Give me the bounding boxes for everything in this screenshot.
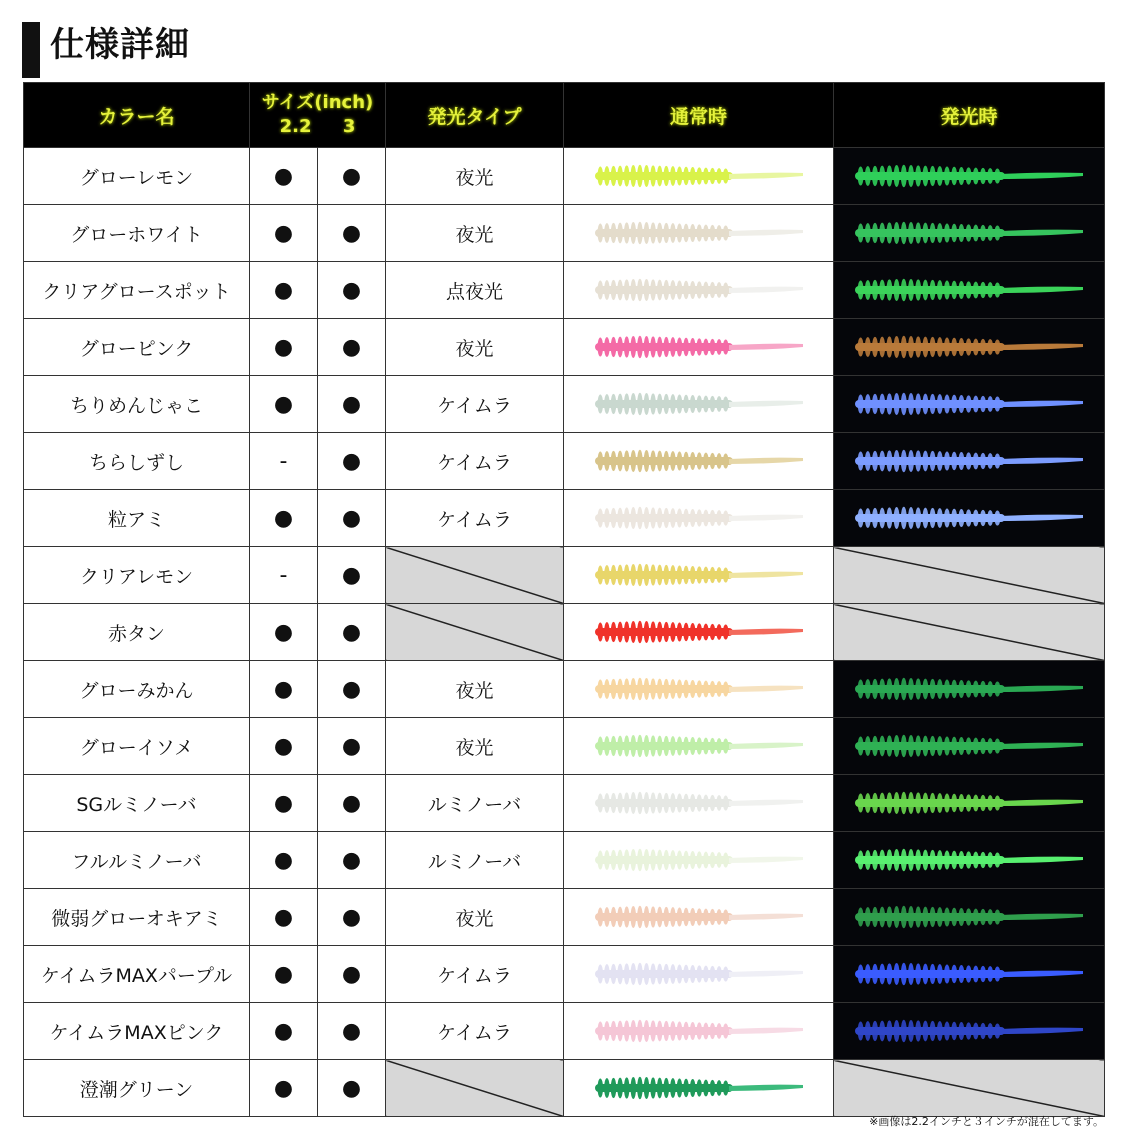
- size-2-2-cell: ●: [250, 604, 318, 661]
- size-2-2-cell: ●: [250, 946, 318, 1003]
- size-2-2-cell: ●: [250, 262, 318, 319]
- glow-type-cell: 夜光: [386, 718, 564, 775]
- normal-photo-cell: [564, 433, 834, 490]
- size-3-cell: ●: [318, 319, 386, 376]
- glowing-photo-cell: [834, 433, 1105, 490]
- normal-photo-cell: [564, 946, 834, 1003]
- normal-photo-cell: [564, 547, 834, 604]
- glowing-photo-na-cell: [834, 547, 1105, 604]
- worm-image: [589, 163, 809, 189]
- header-glow-type: 発光タイプ: [386, 83, 564, 148]
- worm-image: [589, 733, 809, 759]
- glowing-photo-cell: [834, 832, 1105, 889]
- glow-type-cell: 夜光: [386, 319, 564, 376]
- glow-type-na-cell: [386, 547, 564, 604]
- header-glowing: 発光時: [834, 83, 1105, 148]
- glow-type-cell: 夜光: [386, 205, 564, 262]
- size-3-cell: ●: [318, 547, 386, 604]
- table-row: [24, 1003, 1105, 1060]
- glowing-photo-cell: [834, 205, 1105, 262]
- glow-type-cell: ルミノーバ: [386, 832, 564, 889]
- table-row: [24, 262, 1105, 319]
- size-2-2-cell: ●: [250, 490, 318, 547]
- color-name-cell: グローピンク: [24, 319, 250, 376]
- color-name-cell: グローレモン: [24, 148, 250, 205]
- worm-image: [589, 334, 809, 360]
- size-2-2-cell: ●: [250, 889, 318, 946]
- worm-image: [589, 277, 809, 303]
- size-2-2-cell: ●: [250, 718, 318, 775]
- normal-photo-cell: [564, 718, 834, 775]
- glow-type-na-cell: [386, 1060, 564, 1117]
- glow-type-cell: 夜光: [386, 661, 564, 718]
- size-3-cell: ●: [318, 1003, 386, 1060]
- header-size-3: 3: [342, 116, 356, 137]
- size-3-cell: ●: [318, 148, 386, 205]
- worm-image: [589, 961, 809, 987]
- worm-image: [589, 391, 809, 417]
- worm-image: [589, 847, 809, 873]
- normal-photo-cell: [564, 490, 834, 547]
- table-row: [24, 547, 1105, 604]
- worm-image: [589, 562, 809, 588]
- worm-image: [849, 961, 1089, 987]
- glowing-photo-na-cell: [834, 1060, 1105, 1117]
- glowing-photo-cell: [834, 262, 1105, 319]
- worm-image: [849, 163, 1089, 189]
- table-row: [24, 775, 1105, 832]
- glow-type-cell: ルミノーバ: [386, 775, 564, 832]
- table-row: [24, 1060, 1105, 1117]
- glowing-photo-cell: [834, 319, 1105, 376]
- color-name-cell: ちりめんじゃこ: [24, 376, 250, 433]
- worm-image: [589, 1018, 809, 1044]
- glow-type-cell: ケイムラ: [386, 946, 564, 1003]
- size-3-cell: ●: [318, 433, 386, 490]
- normal-photo-cell: [564, 376, 834, 433]
- worm-image: [589, 676, 809, 702]
- glowing-photo-cell: [834, 661, 1105, 718]
- normal-photo-cell: [564, 1003, 834, 1060]
- normal-photo-cell: [564, 262, 834, 319]
- header-size: [250, 83, 386, 148]
- size-2-2-cell: -: [250, 547, 318, 604]
- size-3-cell: ●: [318, 490, 386, 547]
- worm-image: [849, 277, 1089, 303]
- glowing-photo-cell: [834, 376, 1105, 433]
- color-name-cell: 澄潮グリーン: [24, 1060, 250, 1117]
- worm-image: [849, 790, 1089, 816]
- glow-type-cell: ケイムラ: [386, 433, 564, 490]
- color-name-cell: ケイムラMAXパープル: [24, 946, 250, 1003]
- worm-image: [849, 847, 1089, 873]
- worm-image: [589, 220, 809, 246]
- size-3-cell: ●: [318, 718, 386, 775]
- size-3-cell: ●: [318, 889, 386, 946]
- header-size-label: サイズ(inch): [261, 92, 374, 113]
- normal-photo-cell: [564, 775, 834, 832]
- footnote: ※画像は2.2インチと３インチが混在してます。: [869, 1115, 1104, 1128]
- worm-image: [849, 1018, 1089, 1044]
- color-name-cell: SGルミノーバ: [24, 775, 250, 832]
- table-row: [24, 946, 1105, 1003]
- color-name-cell: ちらしずし: [24, 433, 250, 490]
- glowing-photo-cell: [834, 148, 1105, 205]
- size-2-2-cell: ●: [250, 319, 318, 376]
- color-name-cell: グローみかん: [24, 661, 250, 718]
- table-row: [24, 718, 1105, 775]
- size-2-2-cell: ●: [250, 775, 318, 832]
- glowing-photo-cell: [834, 1003, 1105, 1060]
- color-name-cell: フルルミノーバ: [24, 832, 250, 889]
- glow-type-cell: ケイムラ: [386, 376, 564, 433]
- color-name-cell: 微弱グローオキアミ: [24, 889, 250, 946]
- table-row: [24, 604, 1105, 661]
- normal-photo-cell: [564, 1060, 834, 1117]
- size-3-cell: ●: [318, 205, 386, 262]
- worm-image: [589, 790, 809, 816]
- size-2-2-cell: ●: [250, 148, 318, 205]
- worm-image: [589, 619, 809, 645]
- spec-table: [23, 82, 1105, 1117]
- size-2-2-cell: ●: [250, 832, 318, 889]
- color-name-cell: 赤タン: [24, 604, 250, 661]
- glowing-photo-na-cell: [834, 604, 1105, 661]
- glowing-photo-cell: [834, 490, 1105, 547]
- table-row: [24, 889, 1105, 946]
- size-2-2-cell: ●: [250, 1060, 318, 1117]
- glow-type-cell: 夜光: [386, 148, 564, 205]
- table-row: [24, 319, 1105, 376]
- size-3-cell: ●: [318, 376, 386, 433]
- size-2-2-cell: ●: [250, 1003, 318, 1060]
- glow-type-cell: ケイムラ: [386, 490, 564, 547]
- glow-type-na-cell: [386, 604, 564, 661]
- glowing-photo-cell: [834, 718, 1105, 775]
- size-2-2-cell: -: [250, 433, 318, 490]
- header-size-2-2: 2.2: [279, 116, 312, 137]
- size-3-cell: ●: [318, 946, 386, 1003]
- glow-type-cell: ケイムラ: [386, 1003, 564, 1060]
- worm-image: [849, 334, 1089, 360]
- normal-photo-cell: [564, 148, 834, 205]
- glow-type-cell: 夜光: [386, 889, 564, 946]
- worm-image: [589, 448, 809, 474]
- size-3-cell: ●: [318, 832, 386, 889]
- size-3-cell: ●: [318, 661, 386, 718]
- normal-photo-cell: [564, 604, 834, 661]
- table-row: [24, 433, 1105, 490]
- header-normal: 通常時: [564, 83, 834, 148]
- worm-image: [849, 448, 1089, 474]
- glowing-photo-cell: [834, 946, 1105, 1003]
- worm-image: [589, 1075, 809, 1101]
- table-row: [24, 148, 1105, 205]
- size-2-2-cell: ●: [250, 376, 318, 433]
- glow-type-cell: 点夜光: [386, 262, 564, 319]
- table-row: [24, 490, 1105, 547]
- size-3-cell: ●: [318, 1060, 386, 1117]
- worm-image: [849, 676, 1089, 702]
- table-row: [24, 661, 1105, 718]
- table-row: [24, 205, 1105, 262]
- normal-photo-cell: [564, 205, 834, 262]
- size-3-cell: ●: [318, 775, 386, 832]
- worm-image: [849, 904, 1089, 930]
- normal-photo-cell: [564, 889, 834, 946]
- header-color-name: カラー名: [24, 83, 250, 148]
- color-name-cell: クリアレモン: [24, 547, 250, 604]
- normal-photo-cell: [564, 832, 834, 889]
- worm-image: [849, 505, 1089, 531]
- page-title: 仕様詳細: [50, 25, 190, 65]
- color-name-cell: ケイムラMAXピンク: [24, 1003, 250, 1060]
- worm-image: [589, 505, 809, 531]
- worm-image: [849, 220, 1089, 246]
- color-name-cell: グローイソメ: [24, 718, 250, 775]
- worm-image: [849, 733, 1089, 759]
- table-header-row: [24, 83, 1105, 148]
- title-accent-bar: [22, 22, 40, 78]
- glowing-photo-cell: [834, 775, 1105, 832]
- glowing-photo-cell: [834, 889, 1105, 946]
- size-3-cell: ●: [318, 604, 386, 661]
- color-name-cell: 粒アミ: [24, 490, 250, 547]
- size-2-2-cell: ●: [250, 205, 318, 262]
- normal-photo-cell: [564, 319, 834, 376]
- color-name-cell: グローホワイト: [24, 205, 250, 262]
- worm-image: [589, 904, 809, 930]
- table-row: [24, 376, 1105, 433]
- size-3-cell: ●: [318, 262, 386, 319]
- worm-image: [849, 391, 1089, 417]
- size-2-2-cell: ●: [250, 661, 318, 718]
- table-row: [24, 832, 1105, 889]
- normal-photo-cell: [564, 661, 834, 718]
- color-name-cell: クリアグロースポット: [24, 262, 250, 319]
